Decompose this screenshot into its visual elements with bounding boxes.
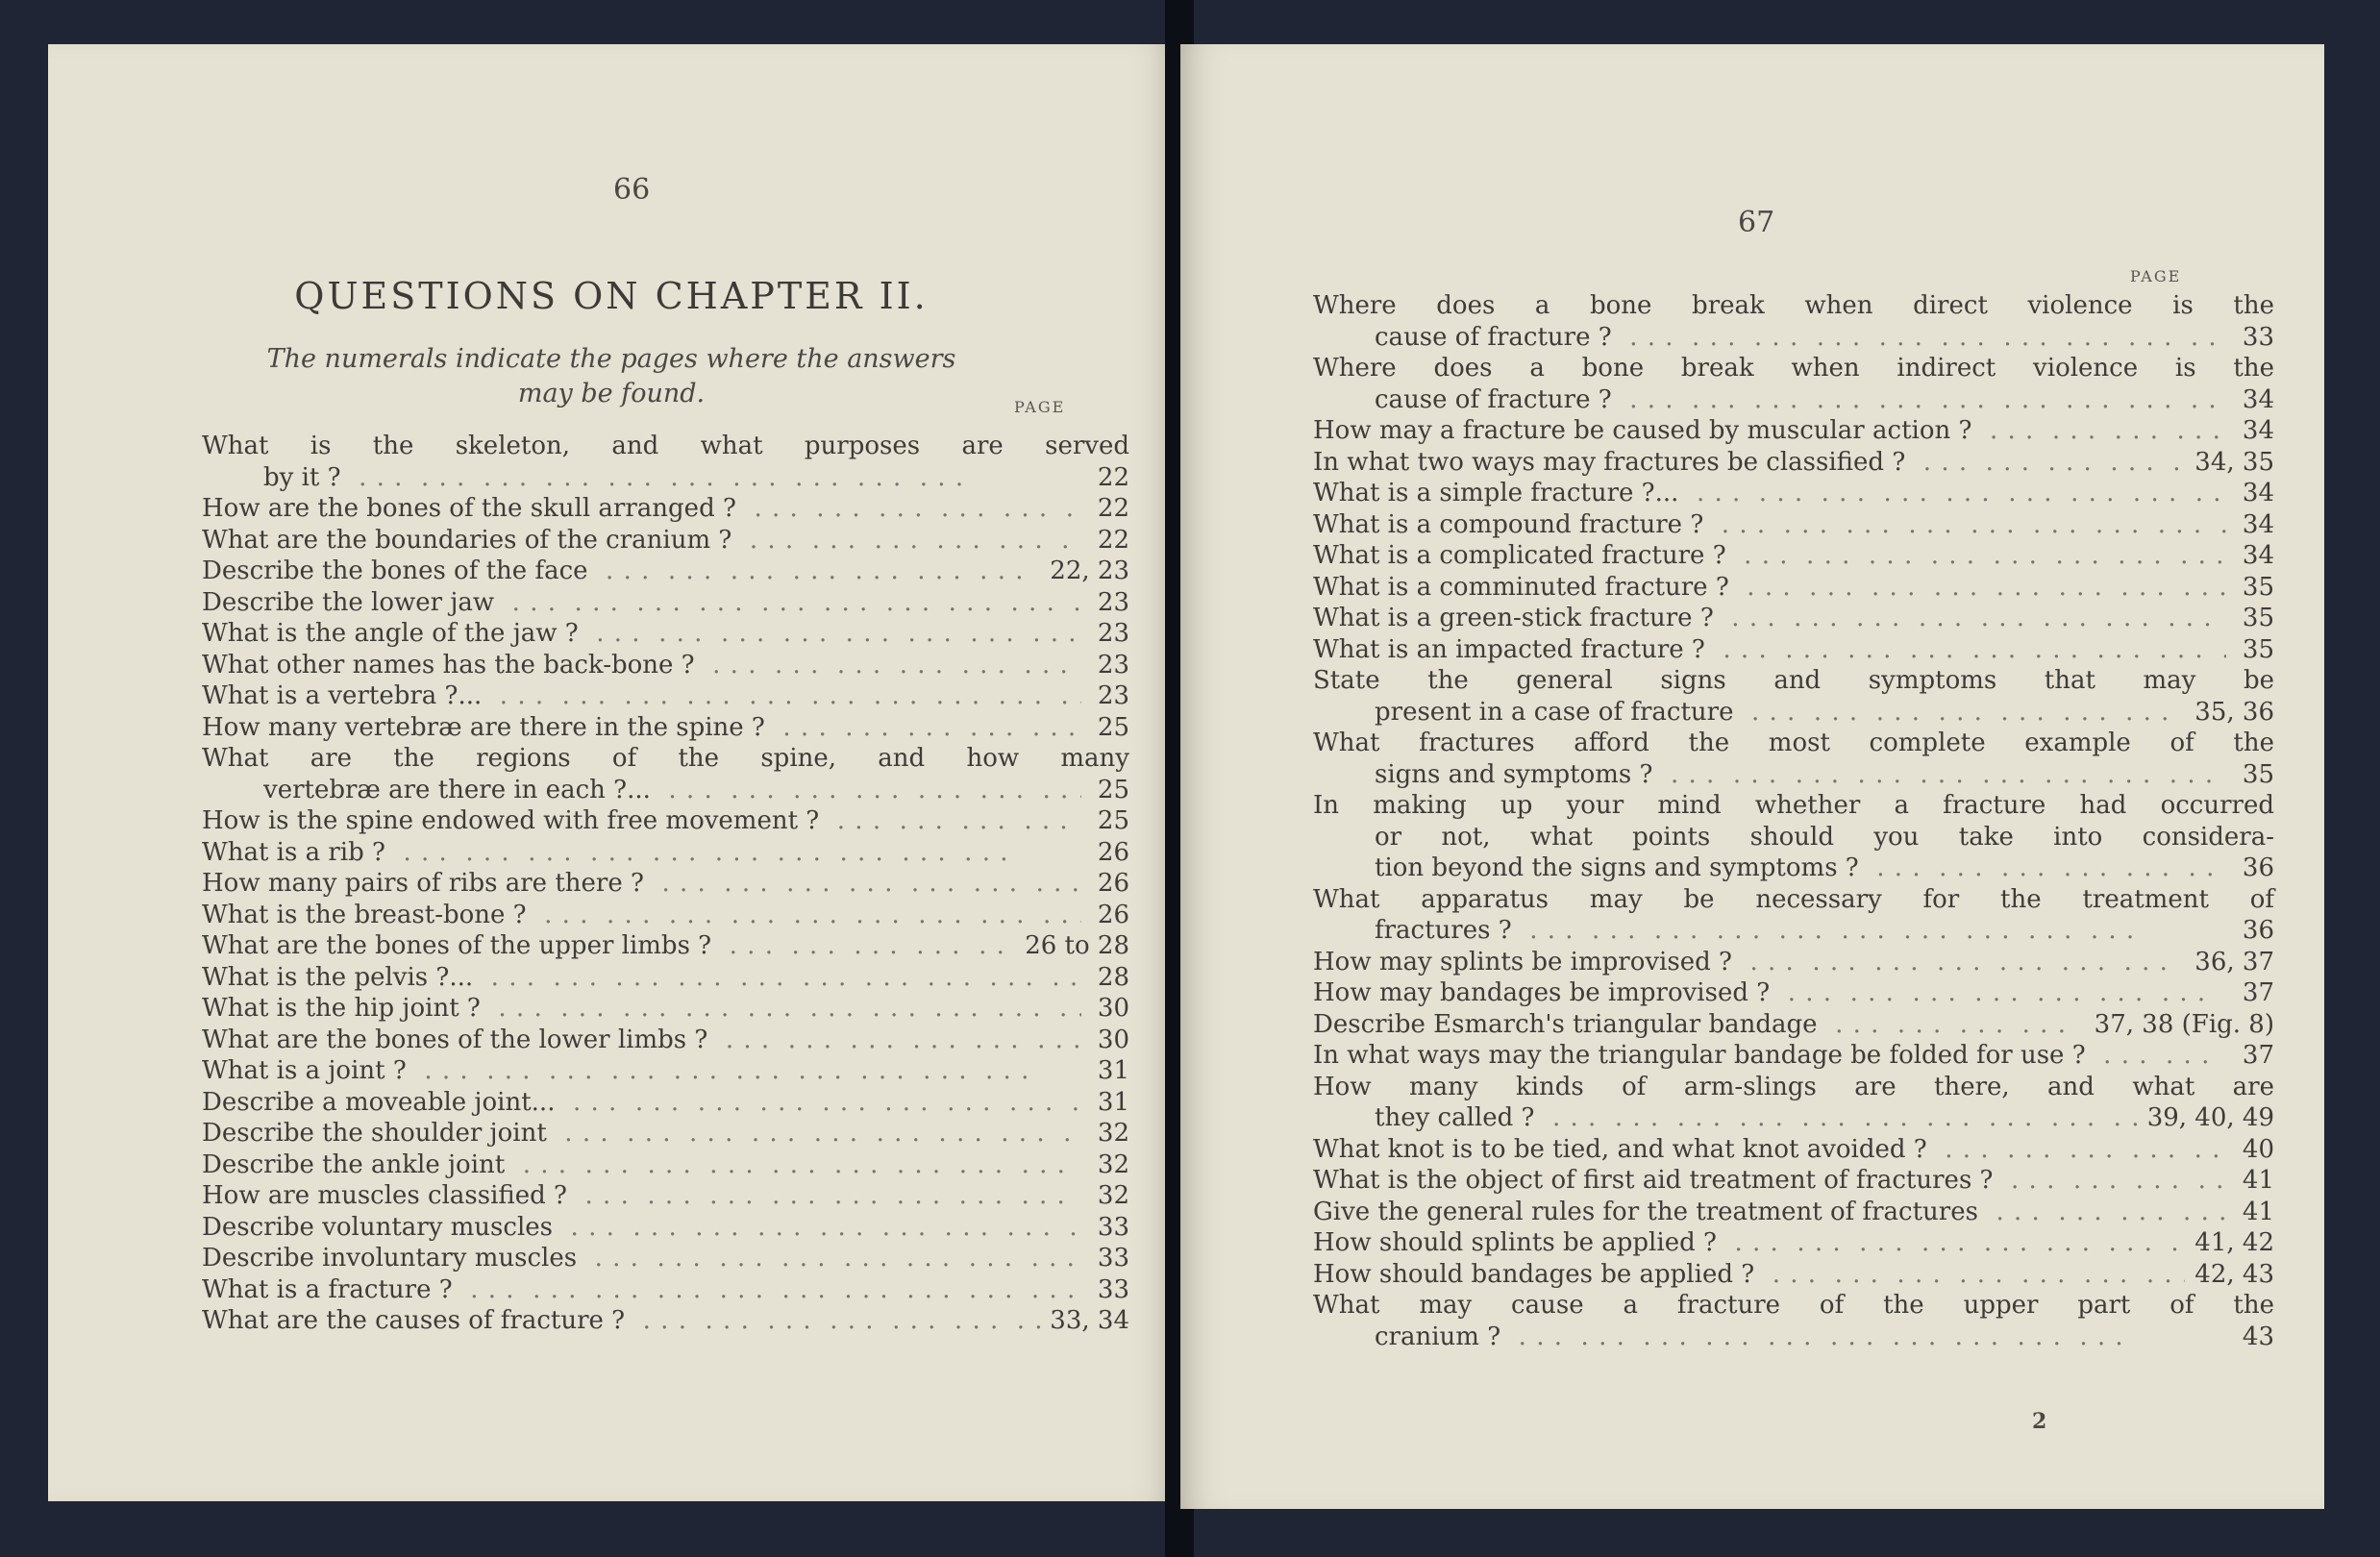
toc-entry [202,1118,1129,1149]
page-reference: 34, 35 [2194,447,2274,477]
question-text: What is the angle of the jaw ? . . . [202,618,1081,650]
question-continuation [202,775,1129,806]
toc-entry [202,993,1129,1025]
left-page [48,44,1175,1501]
question-text: Describe a moveable joint... . . . [202,1087,1081,1119]
page-reference: 37, 38 (Fig. 8) [2094,1009,2274,1039]
page-reference: 23 [1097,681,1129,710]
toc-entry [202,1025,1129,1056]
question-text: vertebræ are there in each ?... . . . [263,775,1081,806]
toc-entry [202,1055,1129,1087]
toc-entry [1313,603,2274,634]
page-reference: 35 [2242,572,2274,602]
page-reference: 25 [1097,712,1129,742]
page-reference: 23 [1097,650,1129,680]
page-reference: 26 [1097,900,1129,929]
page-reference: 26 [1097,869,1129,898]
page-reference: 34 [2242,509,2274,539]
question-text: signs and symptoms ? . . . [1375,759,2226,791]
question-text: fractures ? . . . [1375,915,2226,947]
page-reference: 43 [2242,1322,2274,1351]
toc-entry [1313,728,2274,790]
question-text: Describe voluntary muscles . . . [202,1212,1081,1244]
question-continuation [1313,697,2274,729]
page-reference: 26 [1097,837,1129,867]
page-reference: 35, 36 [2194,697,2274,727]
question-text: Describe the shoulder joint . . . [202,1118,1081,1149]
toc-entry [202,1305,1129,1337]
toc-entry [1313,415,2274,447]
toc-entry [202,1087,1129,1119]
page-column-header: PAGE [2130,267,2182,285]
signature-mark: 2 [2032,1409,2047,1434]
page-reference: 33, 34 [1050,1306,1129,1335]
question-text: What knot is to be tied, and what knot avoided ? . . . [1313,1134,2226,1166]
question-continuation [1313,322,2274,354]
toc-entry [1313,540,2274,572]
question-text: Describe Esmarch's triangular bandage . . . [1313,1009,2085,1041]
question-text: What is a simple fracture ?... . . . [1313,478,2226,509]
question-text: How many pairs of ribs are there ? . . . [202,868,1081,900]
page-reference: 23 [1097,619,1129,648]
page-reference: 34 [2242,479,2274,507]
page-reference: 42, 43 [2194,1259,2274,1289]
page-number: 67 [1738,206,1775,239]
question-text: Give the general rules for the treatment of fractures . . . [1313,1197,2226,1228]
question-text: Where does a bone break when direct violence is the [1313,291,2274,320]
toc-entry [1313,1134,2274,1166]
question-text: How many vertebræ are there in the spine ? . . . [202,712,1081,744]
page-reference: 34 [2242,541,2274,570]
toc-entry [202,556,1129,587]
page-reference: 30 [1097,994,1129,1023]
page-reference: 36 [2242,853,2274,882]
toc-entry [1313,790,2274,884]
page-reference: 23 [1097,587,1129,617]
question-text: What are the causes of fracture ? . . . [202,1305,1040,1337]
question-text: What is the object of first aid treatment of fractures ? . . . [1313,1165,2226,1197]
toc-entry [202,712,1129,744]
question-text: What apparatus may be necessary for the treatment of [1313,884,2274,914]
question-text: What is an impacted fracture ? . . . [1313,634,2226,666]
page-reference: 37 [2242,978,2274,1007]
toc-entry [1313,1072,2274,1134]
toc-entry [202,1274,1129,1306]
toc-entry [1313,1197,2274,1228]
page-reference: 26 to 28 [1025,931,1129,960]
question-list [202,431,1129,1337]
toc-entry [202,930,1129,962]
page-reference: 36 [2242,916,2274,945]
toc-entry [202,650,1129,681]
question-text: What other names has the back-bone ? . . . [202,650,1081,681]
right-page [1180,44,2324,1509]
question-text: Describe the ankle joint . . . [202,1149,1081,1181]
page-reference: 39, 40, 49 [2146,1103,2274,1132]
toc-entry [202,805,1129,837]
toc-entry [1313,509,2274,541]
toc-entry [1313,572,2274,604]
question-text: How are muscles classified ? . . . [202,1180,1081,1212]
question-text: What is a rib ? . . . [202,837,1081,869]
question-continuation [1313,915,2274,947]
toc-entry [1313,1009,2274,1041]
toc-entry [202,1180,1129,1212]
page-reference: 33 [1097,1274,1129,1304]
toc-entry [1313,290,2274,353]
question-text: What is a compound fracture ? . . . [1313,509,2226,541]
toc-entry [1313,947,2274,978]
question-text: Describe the bones of the face . . . [202,556,1040,587]
page-reference: 35 [2242,604,2274,632]
question-text: In what two ways may fractures be classified ? . . . [1313,447,2185,479]
page-reference: 33 [1097,1212,1129,1242]
toc-entry [1313,634,2274,666]
question-text: What fractures afford the most complete example of the [1313,729,2274,757]
question-text: What is a green-stick fracture ? . . . [1313,603,2226,634]
question-text: How should splints be applied ? . . . [1313,1227,2185,1259]
question-text: or not, what points should you take into considera- [1375,822,2274,852]
question-list [1313,290,2274,1352]
toc-entry [202,618,1129,650]
toc-entry [202,493,1129,525]
question-text: What are the bones of the lower limbs ? . . . [202,1025,1081,1056]
question-text: In what ways may the triangular bandage be folded for use ? . . . [1313,1040,2226,1072]
toc-entry [202,587,1129,619]
question-continuation [1313,759,2274,791]
question-continuation [1313,384,2274,416]
page-reference: 32 [1097,1119,1129,1148]
question-text: tion beyond the signs and symptoms ? . . . [1375,853,2226,884]
page-reference: 41 [2242,1166,2274,1195]
question-text: What are the bones of the upper limbs ? . . . [202,930,1015,962]
toc-entry [202,1212,1129,1244]
toc-entry [202,1149,1129,1181]
chapter-title: QUESTIONS ON CHAPTER II. [294,275,929,317]
toc-entry [1313,447,2274,479]
question-text: cranium ? . . . [1375,1322,2226,1353]
page-reference: 36, 37 [2194,947,2274,976]
page-reference: 22 [1097,462,1129,492]
question-continuation [202,462,1129,494]
toc-entry [202,868,1129,900]
toc-entry [202,837,1129,869]
question-text: present in a case of fracture . . . [1375,697,2185,729]
toc-entry [1313,1165,2274,1197]
question-text: cause of fracture ? . . . [1375,322,2226,354]
toc-entry [1313,884,2274,947]
question-text: How are the bones of the skull arranged ? . . . [202,493,1081,525]
page-reference: 41, 42 [2194,1228,2274,1257]
question-text: How is the spine endowed with free movement ? . . . [202,805,1081,837]
page-reference: 34 [2242,416,2274,445]
toc-entry [202,680,1129,712]
page-reference: 22 [1097,494,1129,523]
question-continuation [1313,1322,2274,1353]
page-reference: 25 [1097,775,1129,804]
toc-entry [202,962,1129,994]
question-text: Describe the lower jaw . . . [202,587,1081,619]
question-text: How should bandages be applied ? . . . [1313,1259,2185,1291]
question-continuation [1313,853,2274,884]
question-continuation [1313,1102,2274,1134]
question-text: What is a vertebra ?... . . . [202,680,1081,712]
page-reference: 22 [1097,525,1129,555]
subtitle: The numerals indicate the pages where the answers may be found. [266,344,956,408]
question-text: Where does a bone break when indirect violence is the [1313,354,2274,383]
question-text: State the general signs and symptoms that may be [1313,666,2274,695]
question-text: What is the skeleton, and what purposes are served [202,432,1129,460]
page-reference: 41 [2242,1197,2274,1226]
toc-entry [1313,1040,2274,1072]
page-reference: 35 [2242,759,2274,789]
page-reference: 22, 23 [1050,556,1129,585]
page-reference: 32 [1097,1181,1129,1210]
question-text: What may cause a fracture of the upper part of the [1313,1291,2274,1320]
question-text: Describe involuntary muscles . . . [202,1243,1081,1274]
question-text: cause of fracture ? . . . [1375,384,2226,416]
question-text: What is the hip joint ? . . . [202,993,1081,1025]
page-reference: 37 [2242,1041,2274,1070]
page-reference: 28 [1097,962,1129,992]
toc-entry [1313,977,2274,1009]
question-text: How may splints be improvised ? . . . [1313,947,2185,978]
toc-entry [1313,1290,2274,1352]
question-text: How many kinds of arm-slings are there, and what are [1313,1072,2274,1101]
question-text: What is a comminuted fracture ? . . . [1313,572,2226,604]
toc-entry [1313,478,2274,509]
question-text: What is a fracture ? . . . [202,1274,1081,1306]
page-reference: 31 [1097,1087,1129,1117]
question-text: In making up your mind whether a fracture had occurred [1313,791,2274,820]
page-reference: 31 [1097,1056,1129,1085]
question-text: What is the pelvis ?... . . . [202,962,1081,994]
page-reference: 40 [2242,1134,2274,1164]
page-reference: 34 [2242,384,2274,414]
toc-entry [1313,1227,2274,1259]
question-text: What is a complicated fracture ? . . . [1313,540,2226,572]
page-reference: 33 [2242,322,2274,352]
toc-entry [202,525,1129,556]
toc-entry [1313,1259,2274,1291]
question-text: they called ? . . . [1375,1102,2138,1134]
question-text: by it ? . . . [263,462,1081,494]
question-text: What is a joint ? . . . [202,1055,1081,1087]
toc-entry [1313,353,2274,415]
page-reference: 32 [1097,1149,1129,1179]
toc-entry [202,743,1129,805]
page-column-header: PAGE [1014,398,1066,416]
page-reference: 33 [1097,1244,1129,1273]
toc-entry [202,431,1129,493]
page-reference: 25 [1097,806,1129,835]
page-number: 66 [613,173,651,207]
page-reference: 35 [2242,634,2274,664]
toc-entry [202,1243,1129,1274]
question-text: What are the boundaries of the cranium ? . . . [202,525,1081,556]
question-text: What is the breast-bone ? . . . [202,900,1081,931]
toc-entry [1313,665,2274,728]
toc-entry [202,900,1129,931]
question-text: What are the regions of the spine, and how many [202,744,1129,773]
question-text: How may bandages be improvised ? . . . [1313,977,2226,1009]
page-reference: 30 [1097,1025,1129,1054]
question-text: How may a fracture be caused by muscular action ? . . . [1313,415,2226,447]
